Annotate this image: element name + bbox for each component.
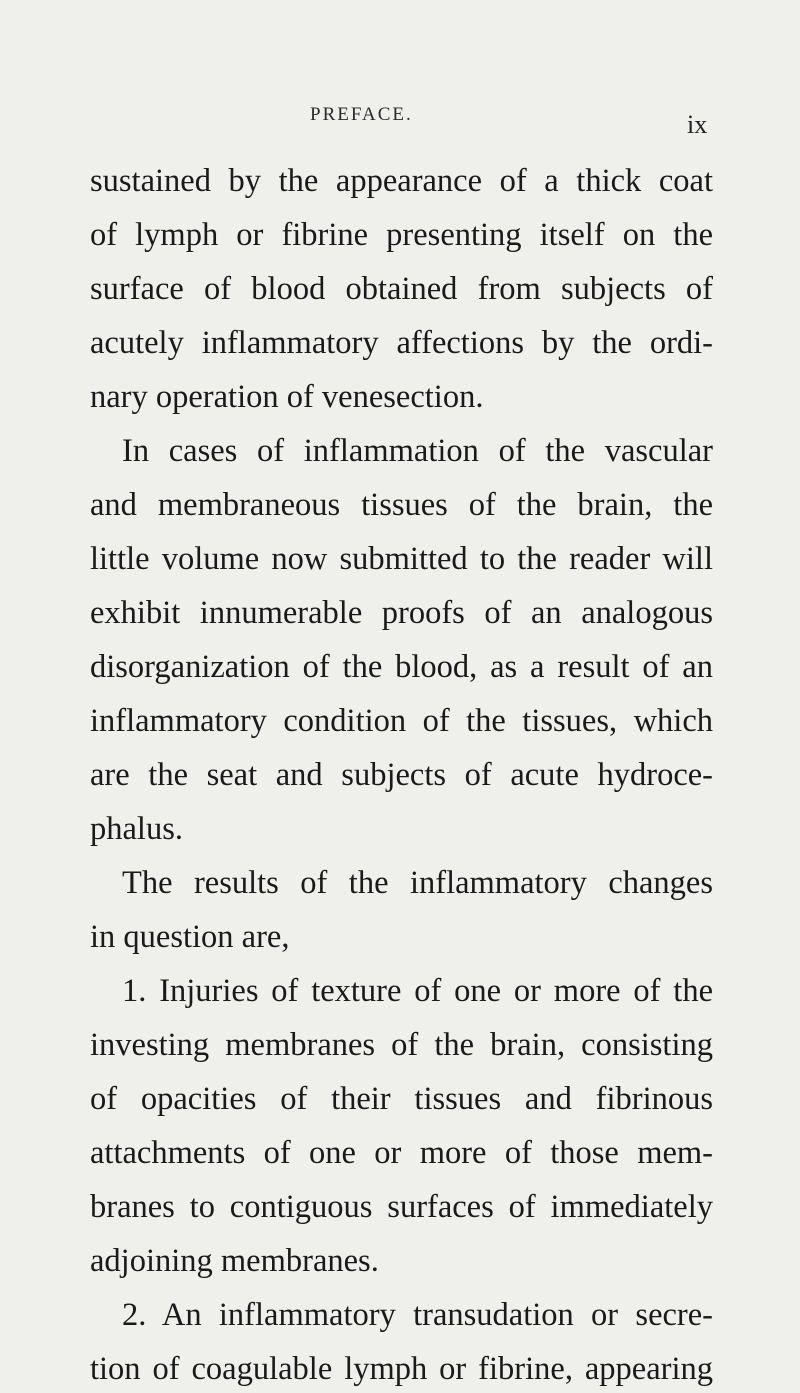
text-line: inflammatory condition of the tissues, which: [90, 703, 713, 739]
text-line: In cases of inflammation of the vascular: [122, 433, 713, 469]
text-line: are the seat and subjects of acute hydroce-: [90, 757, 713, 793]
text-line: acutely inflammatory affections by the ordi-: [90, 325, 713, 361]
text-line: sustained by the appearance of a thick coat: [90, 163, 713, 199]
text-line: phalus.: [90, 811, 183, 847]
text-line: tion of coagulable lymph or fibrine, appearing: [90, 1351, 713, 1387]
text-line: branes to contiguous surfaces of immediately: [90, 1189, 713, 1225]
text-line: in question are,: [90, 919, 290, 955]
text-line: adjoining membranes.: [90, 1243, 379, 1279]
text-line: investing membranes of the brain, consisting: [90, 1027, 713, 1063]
text-line: of opacities of their tissues and fibrinous: [90, 1081, 713, 1117]
text-line: disorganization of the blood, as a result of an: [90, 649, 713, 685]
text-line: of lymph or fibrine presenting itself on the: [90, 217, 713, 253]
text-line: attachments of one or more of those mem-: [90, 1135, 713, 1171]
text-line: surface of blood obtained from subjects of: [90, 271, 713, 307]
page-number: ix: [687, 110, 708, 139]
running-head: PREFACE.: [310, 104, 413, 125]
text-line: The results of the inflammatory changes: [122, 865, 713, 901]
text-line: exhibit innumerable proofs of an analogous: [90, 595, 713, 631]
text-line: and membraneous tissues of the brain, the: [90, 487, 713, 523]
text-line: little volume now submitted to the reader will: [90, 541, 713, 577]
text-line: 1. Injuries of texture of one or more of the: [122, 973, 713, 1009]
text-line: 2. An inflammatory transudation or secre-: [122, 1297, 713, 1333]
text-line: nary operation of venesection.: [90, 379, 484, 415]
